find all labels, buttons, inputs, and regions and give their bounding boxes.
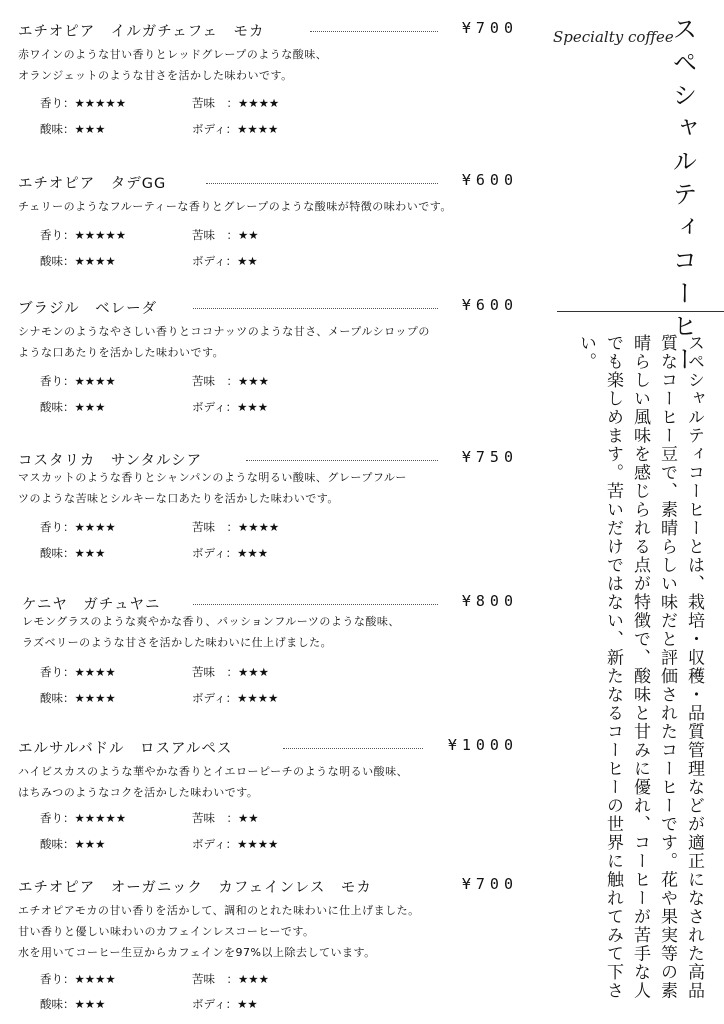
coffee-description xyxy=(18,44,327,86)
coffee-price: ¥750 xyxy=(461,448,518,466)
rating-aroma: 香り：★★★★★ xyxy=(40,228,127,242)
menu-item-header xyxy=(18,876,518,898)
coffee-description xyxy=(18,196,452,217)
coffee-description xyxy=(18,900,420,963)
description-line: はちみつのようなコクを活かした味わいです。 xyxy=(18,786,259,799)
rating-acidity: 酸味：★★★★ xyxy=(40,254,116,268)
dotted-leader xyxy=(193,604,438,605)
rating-body: ボディ：★★ xyxy=(192,254,258,268)
menu-item-header xyxy=(18,20,518,42)
rating-body: ボディ：★★★★ xyxy=(192,122,279,136)
rating-body: ボディ：★★★★ xyxy=(192,837,279,851)
description-line: オランジェットのような甘さを活かした味わいです。 xyxy=(18,69,293,82)
dotted-leader xyxy=(310,31,438,32)
coffee-name: ケニヤ ガチュヤニ xyxy=(22,597,161,613)
rating-aroma: 香り：★★★★ xyxy=(40,665,116,679)
description-line: 甘い香りと優しい味わいのカフェインレスコーヒーです。 xyxy=(18,925,315,938)
rating-body: ボディ：★★★ xyxy=(192,400,269,414)
rating-bitterness: 苦味 ：★★★★ xyxy=(192,520,280,534)
description-line: 赤ワインのような甘い香りとレッドグレープのような酸味、 xyxy=(18,48,328,61)
coffee-name: エルサルバドル ロスアルペス xyxy=(18,741,233,757)
rating-acidity: 酸味：★★★ xyxy=(40,997,106,1011)
vertical-title: スペシャルティコーヒー xyxy=(669,16,698,379)
rating-bitterness: 苦味 ：★★★ xyxy=(192,665,269,679)
rating-aroma: 香り：★★★★★ xyxy=(40,96,127,110)
rating-aroma: 香り：★★★★ xyxy=(40,972,116,986)
coffee-description xyxy=(18,467,407,509)
dotted-leader xyxy=(193,308,438,309)
coffee-name: ブラジル ベレーダ xyxy=(18,301,158,317)
menu-item-header xyxy=(18,297,518,319)
description-line: ツのような苦味とシルキーな口あたりを活かした味わいです。 xyxy=(18,492,339,505)
rating-body: ボディ：★★★ xyxy=(192,546,269,560)
rating-acidity: 酸味：★★★ xyxy=(40,546,106,560)
rating-body: ボディ：★★★★ xyxy=(192,691,279,705)
coffee-name: エチオピア タデGG xyxy=(18,176,167,192)
coffee-price: ¥800 xyxy=(461,592,518,610)
rating-bitterness: 苦味 ：★★ xyxy=(192,811,259,825)
coffee-price: ¥700 xyxy=(461,875,518,893)
coffee-name: エチオピア イルガチェフェ モカ xyxy=(18,24,265,40)
coffee-name: エチオピア オーガニック カフェインレス モカ xyxy=(18,880,372,896)
coffee-price: ¥700 xyxy=(461,19,518,37)
coffee-description xyxy=(18,761,408,803)
description-line: ラズベリーのような甘さを活かした味わいに仕上げました。 xyxy=(22,636,333,649)
coffee-price: ¥600 xyxy=(461,296,518,314)
vertical-body-text: スペシャルティコーヒーとは、栽培・収穫・品質管理などが適正になされた高品質なコーヒー豆で、素晴らしい味だと評価されたコーヒーです。花や果実等の素晴らしい風味を感じられる点が特徴で、酸味と甘みに優れ、コーヒーが苦手な人でも楽しめます。苦いだけではない、新たなるコーヒーの世界に触れてみて下さい。 xyxy=(576,334,704,1000)
description-line: レモングラスのような爽やかな香り、パッションフルーツのような酸味、 xyxy=(22,615,400,628)
dotted-leader xyxy=(206,183,438,184)
description-line: エチオピアモカの甘い香りを活かして、調和のとれた味わいに仕上げました。 xyxy=(18,904,420,917)
coffee-price: ¥1000 xyxy=(447,736,518,754)
rating-bitterness: 苦味 ：★★★ xyxy=(192,972,269,986)
dotted-leader xyxy=(283,748,423,749)
rating-acidity: 酸味：★★★ xyxy=(40,400,106,414)
specialty-coffee-panel xyxy=(535,0,724,1024)
menu-item-header xyxy=(18,172,518,194)
script-title: Specialty coffee xyxy=(553,28,674,46)
rating-body: ボディ：★★ xyxy=(192,997,258,1011)
rating-aroma: 香り：★★★★★ xyxy=(40,811,127,825)
rating-bitterness: 苦味 ：★★★ xyxy=(192,374,269,388)
rating-bitterness: 苦味 ：★★ xyxy=(192,228,259,242)
rating-bitterness: 苦味 ：★★★★ xyxy=(192,96,280,110)
rating-acidity: 酸味：★★★★ xyxy=(40,691,116,705)
coffee-description xyxy=(22,611,400,653)
description-line: マスカットのような香りとシャンパンのような明るい酸味、グレープフルー xyxy=(18,471,407,484)
description-line: チェリーのようなフルーティーな香りとグレープのような酸味が特徴の味わいです。 xyxy=(18,200,452,213)
rating-aroma: 香り：★★★★ xyxy=(40,520,116,534)
coffee-description xyxy=(18,321,430,363)
rating-aroma: 香り：★★★★ xyxy=(40,374,116,388)
description-line: 水を用いてコーヒー生豆からカフェインを97%以上除去しています。 xyxy=(18,946,376,959)
dotted-leader xyxy=(246,460,438,461)
coffee-price: ¥600 xyxy=(461,171,518,189)
menu-item-header xyxy=(18,737,518,759)
description-line: ような口あたりを活かした味わいです。 xyxy=(18,346,225,359)
coffee-name: コスタリカ サンタルシア xyxy=(18,453,203,469)
rating-acidity: 酸味：★★★ xyxy=(40,122,106,136)
rating-acidity: 酸味：★★★ xyxy=(40,837,106,851)
description-line: シナモンのようなやさしい香りとココナッツのような甘さ、メープルシロップの xyxy=(18,325,430,338)
divider xyxy=(557,311,724,312)
description-line: ハイビスカスのような華やかな香りとイエローピーチのような明るい酸味、 xyxy=(18,765,409,778)
